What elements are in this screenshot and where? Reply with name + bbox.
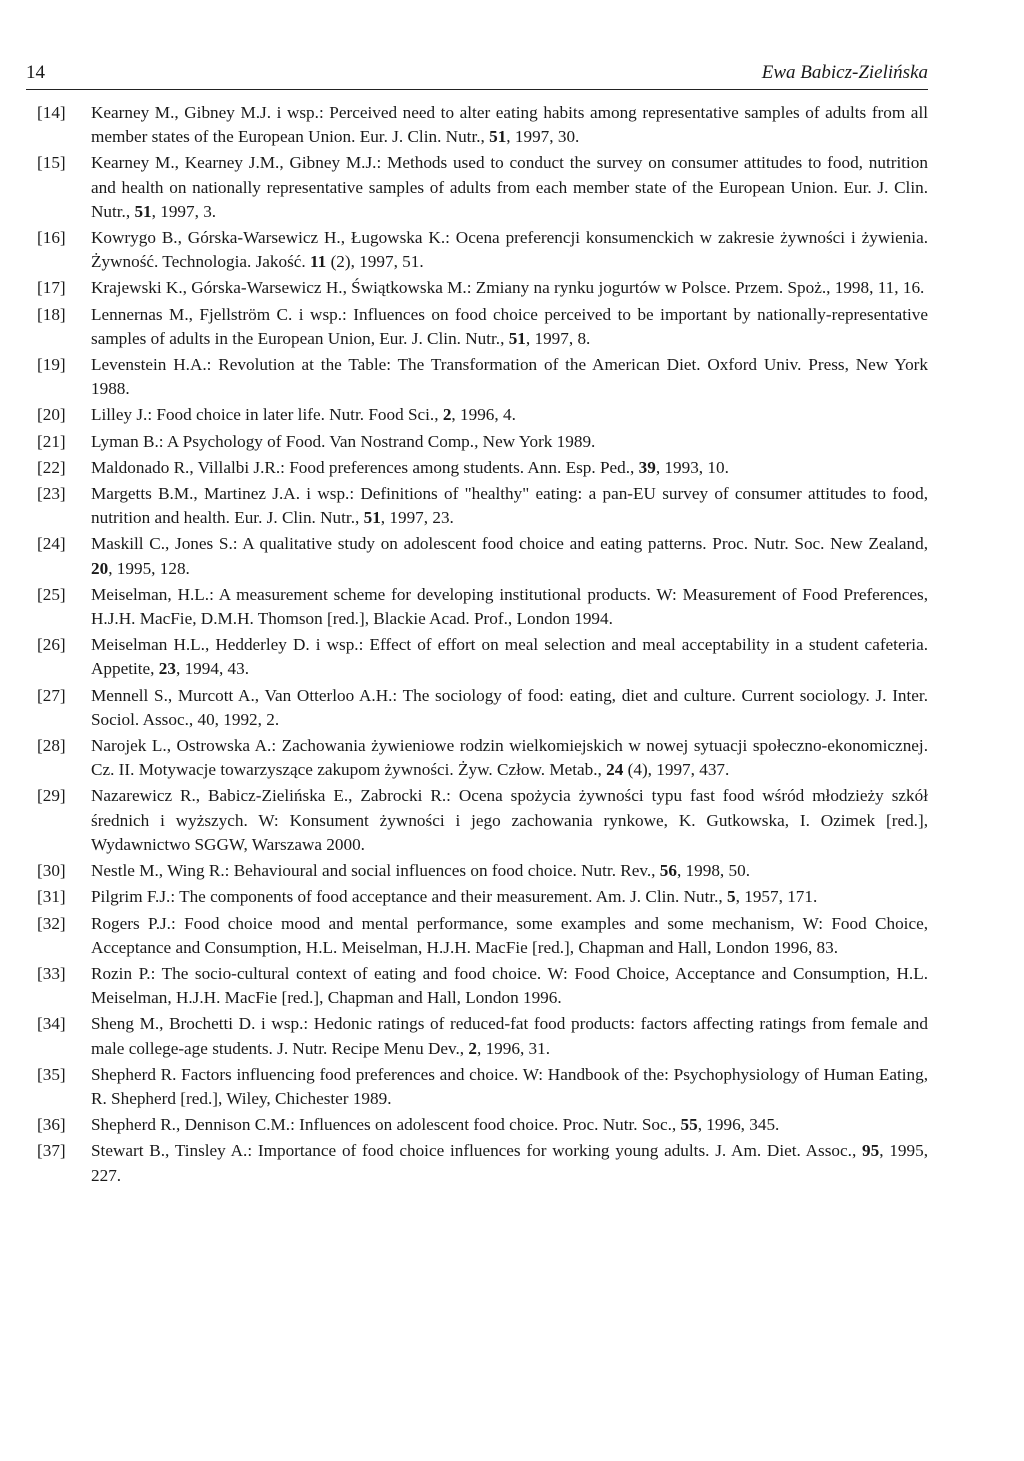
reference-item: [37, 1063, 928, 1111]
reference-volume: 95: [862, 1141, 880, 1161]
reference-item: [37, 734, 928, 782]
reference-text: Meiselman H.L., Hedderley D. i wsp.: Effect of effort on meal selection and meal acceptability in a student cafeteria. Appetite,: [91, 635, 928, 679]
reference-number: [34]: [37, 1014, 66, 1034]
header-rule: [26, 89, 928, 90]
reference-item: [37, 684, 928, 732]
reference-text-tail: , 1996, 31.: [476, 1038, 551, 1058]
reference-item: [37, 1012, 928, 1060]
reference-volume: 51: [363, 508, 381, 528]
reference-item: [37, 226, 928, 274]
reference-text-tail: , 1996, 345.: [697, 1115, 780, 1135]
reference-volume: 24: [606, 760, 624, 780]
reference-text: Levenstein H.A.: Revolution at the Table: The Transformation of the American Diet. Oxford Univ. Press, New York 1988.: [91, 355, 928, 399]
reference-text-tail: , 1957, 171.: [735, 887, 818, 907]
page-header: [26, 62, 928, 84]
reference-text: Lilley J.: Food choice in later life. Nutr. Food Sci.,: [91, 405, 443, 425]
reference-number: [25]: [37, 584, 66, 604]
reference-number: [21]: [37, 431, 66, 451]
reference-number: [27]: [37, 685, 66, 705]
reference-number: [28]: [37, 736, 66, 756]
reference-volume: 51: [489, 127, 507, 147]
reference-number: [15]: [37, 153, 66, 173]
reference-number: [19]: [37, 355, 66, 375]
reference-text-tail: , 1997, 8.: [525, 328, 591, 348]
reference-volume: 5: [727, 887, 736, 907]
reference-text: Pilgrim F.J.: The components of food acceptance and their measurement. Am. J. Clin. Nutr.,: [91, 887, 728, 907]
reference-text-tail: , 1998, 50.: [676, 861, 750, 881]
reference-item: [37, 885, 928, 909]
reference-number: [20]: [37, 405, 66, 425]
reference-volume: 55: [680, 1115, 698, 1135]
reference-text-tail: , 1997, 23.: [380, 508, 454, 528]
reference-volume: 51: [508, 328, 526, 348]
reference-item: [37, 101, 928, 149]
reference-number: [30]: [37, 861, 66, 881]
reference-volume: 23: [158, 659, 176, 679]
reference-volume: 2: [442, 405, 452, 425]
reference-text-tail: , 1997, 3.: [151, 201, 217, 221]
reference-text-tail: , 1995, 128.: [108, 558, 190, 578]
reference-number: [17]: [37, 278, 66, 298]
reference-text: Sheng M., Brochetti D. i wsp.: Hedonic ratings of reduced-fat food products: factors affecting ratings from female and male college-age students. J. Nutr. Recipe Menu Dev.,: [91, 1014, 928, 1058]
reference-volume: 20: [91, 558, 109, 578]
reference-number: [22]: [37, 457, 66, 477]
reference-volume: 11: [310, 252, 327, 272]
reference-item: [37, 456, 928, 480]
reference-item: [37, 1113, 928, 1137]
reference-text: Nestle M., Wing R.: Behavioural and social influences on food choice. Nutr. Rev.,: [91, 861, 660, 881]
reference-item: [37, 784, 928, 857]
reference-number: [23]: [37, 484, 66, 504]
reference-volume: 2: [468, 1038, 477, 1058]
reference-number: [26]: [37, 635, 66, 655]
reference-text-tail: , 1995, 227.: [91, 1141, 928, 1185]
reference-text: Rozin P.: The socio-cultural context of eating and food choice. W: Food Choice, Acceptance and Consumption, H.L. Meiselman, H.J.H. MacFie [red.], Chapman and Hall, London 1996.: [91, 963, 928, 1008]
reference-number: [29]: [37, 786, 66, 806]
reference-text: Shepherd R. Factors influencing food preferences and choice. W: Handbook of the: Psychophysiology of Human Eating, R. Shepherd [red.], Wiley, Chichester 1989.: [91, 1064, 928, 1108]
reference-text-tail: (4), 1997, 437.: [623, 760, 730, 780]
reference-text: Shepherd R., Dennison C.M.: Influences on adolescent food choice. Proc. Nutr. Soc.,: [91, 1115, 681, 1135]
page-number: 14: [26, 62, 45, 83]
reference-number: [32]: [37, 913, 66, 933]
reference-item: [37, 532, 928, 580]
reference-text: Mennell S., Murcott A., Van Otterloo A.H.: The sociology of food: eating, diet and culture. Current sociology. J. Inter. Sociol. Assoc., 40, 1992, 2.: [91, 685, 928, 729]
reference-item: [37, 276, 928, 300]
reference-volume: 51: [134, 201, 152, 221]
reference-number: [33]: [37, 963, 66, 983]
reference-number: [18]: [37, 304, 66, 324]
reference-item: [37, 962, 928, 1010]
reference-item: [37, 151, 928, 224]
reference-item: [37, 482, 928, 530]
reference-number: [16]: [37, 228, 66, 248]
reference-item: [37, 859, 928, 883]
reference-number: [37]: [37, 1141, 66, 1161]
reference-text: Narojek L., Ostrowska A.: Zachowania żywieniowe rodzin wielkomiejskich w nowej sytuacji społeczno-ekonomicznej. Cz. II. Motywacje towarzyszące zakupom żywności. Żyw. Człow. Metab.,: [91, 736, 928, 780]
reference-volume: 39: [638, 457, 656, 477]
reference-item: [37, 583, 928, 631]
running-head-author: Ewa Babicz-Zielińska: [761, 62, 928, 83]
reference-text: Maskill C., Jones S.: A qualitative study on adolescent food choice and eating patterns. Proc. Nutr. Soc. New Zealand,: [91, 534, 928, 554]
reference-number: [14]: [37, 103, 66, 122]
reference-item: [37, 912, 928, 960]
reference-item: [37, 633, 928, 681]
reference-text: Kearney M., Kearney J.M., Gibney M.J.: Methods used to conduct the survey on consumer attitudes to food, nutrition and health on nationally representative samples of adults from each member state of the European Union. Eur. J. Clin. Nutr.,: [91, 153, 928, 221]
reference-text: Meiselman, H.L.: A measurement scheme for developing institutional products. W: Measurement of Food Preferences, H.J.H. MacFie, D.M.H. Thomson [red.], Blackie Acad. Prof., London 1994.: [91, 584, 928, 629]
reference-number: [24]: [37, 534, 66, 554]
reference-text-tail: , 1994, 43.: [175, 659, 250, 679]
reference-text: Margetts B.M., Martinez J.A. i wsp.: Definitions of "healthy" eating: a pan-EU survey of consumer attitudes to food, nutrition and health. Eur. J. Clin. Nutr.,: [91, 484, 928, 528]
reference-item: [37, 353, 928, 401]
reference-item: [37, 403, 928, 427]
reference-text: Stewart B., Tinsley A.: Importance of food choice influences for working young adults. J. Am. Diet. Assoc.,: [91, 1141, 863, 1161]
reference-text-tail: , 1993, 10.: [655, 457, 729, 477]
reference-list: [37, 101, 928, 1190]
reference-number: [31]: [37, 887, 66, 907]
reference-volume: 56: [659, 861, 677, 881]
reference-text-tail: , 1996, 4.: [451, 405, 516, 425]
reference-text: Nazarewicz R., Babicz-Zielińska E., Zabrocki R.: Ocena spożycia żywności typu fast food wśród młodzieży szkół średnich i wyższych. W: Konsument żywności i jego zachowania rynkowe, K. Gutkowska, I. Ozimek [red.], Wydawnictwo SGGW, Warszawa 2000.: [91, 786, 928, 854]
reference-text: Kearney M., Gibney M.J. i wsp.: Perceived need to alter eating habits among representative samples of adults from all member states of the European Union. Eur. J. Clin. Nutr.,: [91, 103, 928, 147]
reference-number: [35]: [37, 1064, 66, 1084]
reference-text: Kowrygo B., Górska-Warsewicz H., Ługowska K.: Ocena preferencji konsumenckich w zakresie żywności i żywienia. Żywność. Technologia. Jakość.: [91, 228, 928, 272]
reference-item: [37, 1139, 928, 1187]
reference-item: [37, 430, 928, 454]
reference-number: [36]: [37, 1115, 66, 1135]
reference-text: Krajewski K., Górska-Warsewicz H., Świątkowska M.: Zmiany na rynku jogurtów w Polsce. Przem. Spoż., 1998, 11, 16.: [91, 278, 925, 298]
reference-text: Maldonado R., Villalbi J.R.: Food preferences among students. Ann. Esp. Ped.,: [91, 457, 639, 477]
reference-item: [37, 303, 928, 351]
reference-text-tail: (2), 1997, 51.: [326, 252, 424, 272]
reference-text: Lennernas M., Fjellström C. i wsp.: Influences on food choice perceived to be important by nationally-representative samples of adults in the European Union, Eur. J. Clin. Nutr.,: [91, 304, 928, 348]
reference-text: Lyman B.: A Psychology of Food. Van Nostrand Comp., New York 1989.: [91, 431, 596, 451]
reference-text: Rogers P.J.: Food choice mood and mental performance, some examples and some mechanism, W: Food Choice, Acceptance and Consumption, H.L. Meiselman, H.J.H. MacFie [red.], Chapman and Hall, London 1996, 83.: [91, 913, 928, 957]
reference-text-tail: , 1997, 30.: [506, 127, 580, 147]
